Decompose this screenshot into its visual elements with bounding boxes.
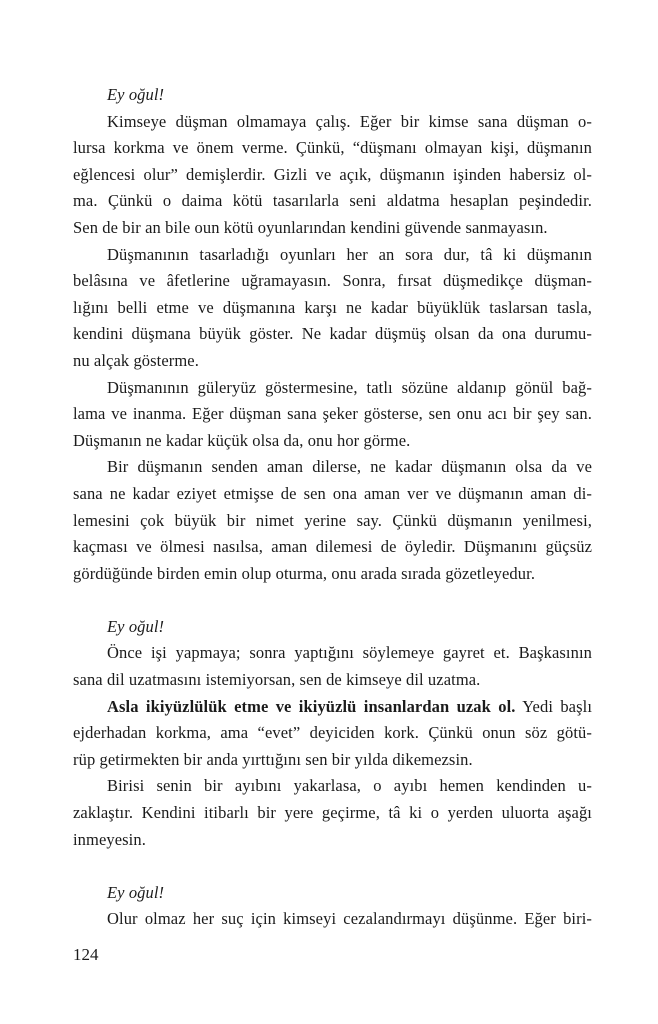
text-line: lama ve inanma. Eğer düşman sana şeker gösterse, sen onu acı bir şey san. [73,404,592,424]
text-line: belâsına ve âfetlerine uğramayasın. Sonra, fırsat düşmedikçe düşman- [73,271,592,291]
text-line: Önce işi yapmaya; sonra yaptığını söylemeye gayret et. Başkasının [107,643,592,663]
text-line: gördüğünde birden emin olup oturma, onu arada sırada gözetleyedur. [73,563,536,583]
section-heading: Ey oğul! [107,882,165,902]
text-line: sana ne kadar eziyet etmişse de sen ona aman ver ve düşmanın aman di- [73,483,592,503]
text-line: nu alçak gösterme. [73,350,199,370]
text-line: kendini düşmana büyük göster. Ne kadar düşmüş olsan da ona durumu- [73,324,592,344]
text-line: Düşmanın ne kadar küçük olsa da, onu hor görme. [73,430,411,450]
section [73,82,592,587]
text-line: Düşmanının tasarladığı oyunları her an sora dur, tâ ki düşmanın [107,244,592,264]
text-line: ejderhadan korkma, ama “evet” deyiciden kork. Çünkü onun söz götü- [73,723,592,743]
text-line: zaklaştır. Kendini itibarlı bir yere geçirme, tâ ki o yerden uluorta aşağı [73,803,592,823]
page-number: 124 [73,945,99,964]
text-line: sana dil uzatmasını istemiyorsan, sen de kimseye dil uzatma. [73,670,481,690]
text-line: rüp getirmekten bir anda yırttığını sen bir yılda dikemezsin. [73,749,473,769]
text-line: kaçması ve ölmesi nasılsa, aman dilemesi de öyledir. Düşmanını güçsüz [73,537,592,557]
text-line: Bir düşmanın senden aman dilerse, ne kadar düşmanın olsa da ve [107,457,592,477]
section [73,614,592,853]
section-heading: Ey oğul! [107,85,165,104]
text-line: Asla ikiyüzlülük etme ve ikiyüzlü insanlardan uzak ol. Yedi başlı [107,696,592,716]
text-line: lemesini çok büyük bir nimet yerine say. Çünkü düşmanın yenilmesi, [73,510,592,530]
text-line: Düşmanının güleryüz göstermesine, tatlı sözüne aldanıp gönül bağ- [107,377,592,397]
bold-text: Asla ikiyüzlülük etme ve ikiyüzlü insanlardan uzak ol. [107,696,516,716]
text-line: lursa korkma ve önem verme. Çünkü, “düşmanı olmayan kişi, düşmanın [73,138,592,158]
text-line: inmeyesin. [73,829,146,849]
text-line: lığını belli etme ve düşmanına karşı ne kadar büyüklük taslarsan tasla, [73,297,592,317]
text-line: ma. Çünkü o daima kötü tasarılarla seni aldatma hesaplan peşindedir. [73,191,592,211]
page-content [73,82,592,933]
section [73,880,592,933]
text-line: Kimseye düşman olmamaya çalış. Eğer bir kimse sana düşman o- [107,111,592,131]
text-line: eğlencesi olur” demişlerdir. Gizli ve açık, düşmanın işinden habersiz ol- [73,164,592,184]
text-line: Sen de bir an bile oun kötü oyunlarından kendini güvende sanmayasın. [73,217,548,237]
text-line: Birisi senin bir ayıbını yakarlasa, o ayıbı hemen kendinden u- [107,776,592,796]
section-heading: Ey oğul! [107,616,165,636]
text-line: Olur olmaz her suç için kimseyi cezalandırmayı düşünme. Eğer biri- [107,909,592,929]
